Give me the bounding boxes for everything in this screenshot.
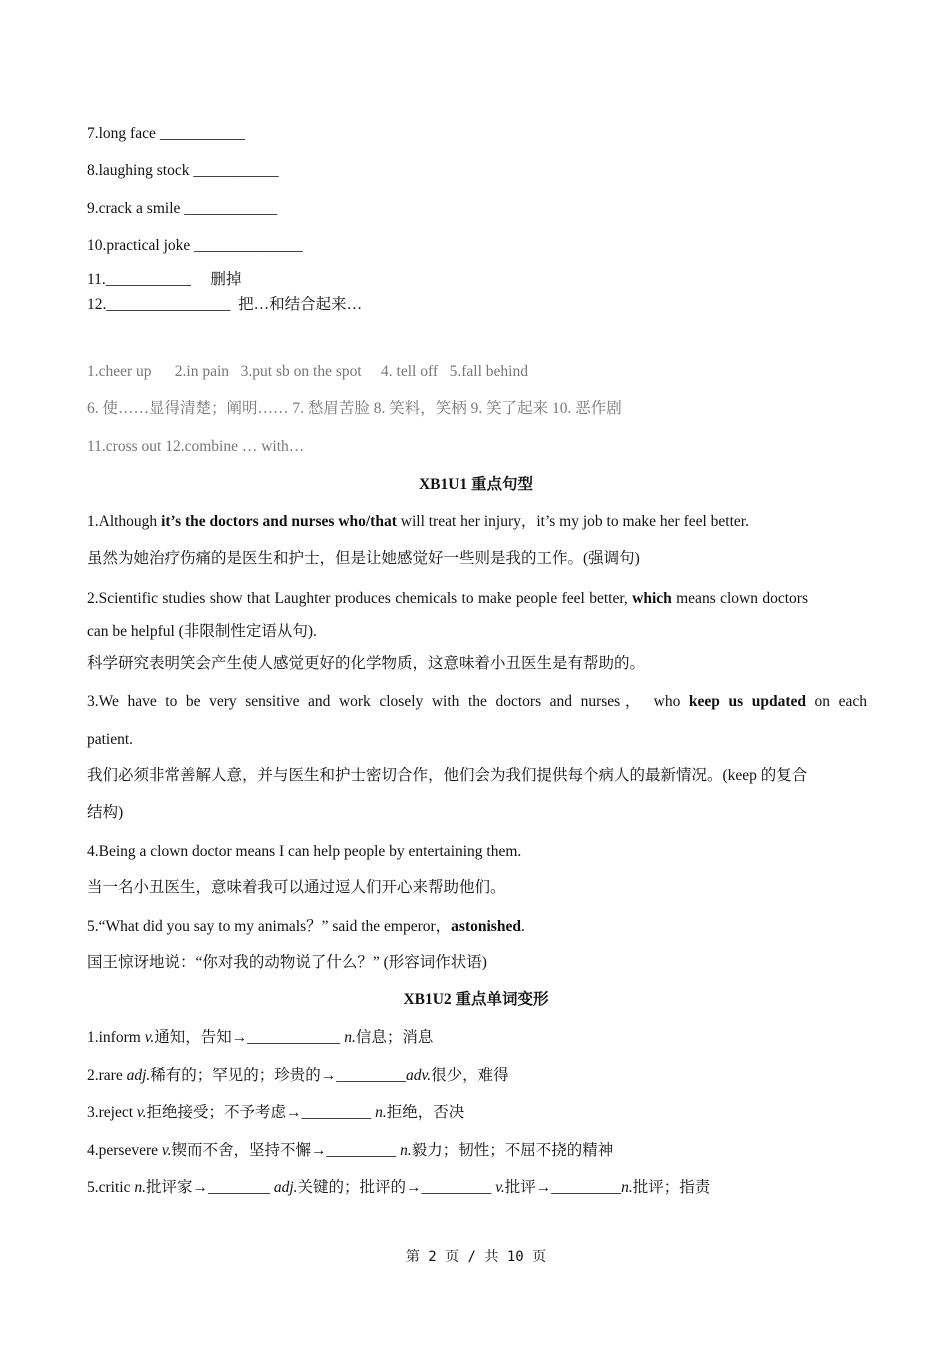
- translation-1: 虽然为她治疗伤痛的是医生和护士，但是让她感觉好一些则是我的工作。(强调句): [87, 550, 640, 567]
- exercise-item: 9.crack a smile ____________: [87, 200, 278, 217]
- exercise-item: 8.laughing stock ___________: [87, 162, 279, 179]
- translation-2: 科学研究表明笑会产生使人感觉更好的化学物质，这意味着小丑医生是有帮助的。: [87, 655, 646, 672]
- section-title: XB1U2 重点单词变形: [403, 991, 549, 1008]
- word-item: 2.rare adj.稀有的；罕见的；珍贵的→_________adv.很少，难得: [87, 1067, 509, 1084]
- translation-4: 当一名小丑医生，意味着我可以通过逗人们开心来帮助他们。: [87, 879, 506, 896]
- text: 1.Although: [87, 513, 162, 530]
- bold-text: it’s the doctors and nurses who/that: [161, 513, 397, 530]
- exercise-item: 10.practical joke ______________: [87, 237, 303, 254]
- text: means clown doctors: [671, 590, 808, 607]
- page-footer: 第 2 页 / 共 10 页: [405, 1249, 547, 1265]
- bold-text: which: [632, 590, 672, 607]
- word-item: 1.inform v.通知，告知→____________ n.信息；消息: [87, 1029, 434, 1046]
- sentence-3: [87, 692, 867, 712]
- word-item: 5.critic n.批评家→________ adj.关键的；批评的→_________ v.批评→_________n.批评；指责: [87, 1179, 711, 1196]
- sentence-2: [87, 589, 808, 609]
- translation-3-cont: 结构): [87, 804, 124, 821]
- sentence-1: [87, 512, 749, 532]
- word-item: 3.reject v.拒绝接受；不予考虑→_________ n.拒绝，否决: [87, 1104, 465, 1121]
- text: 5.“What did you say to my animals？” said the emperor，: [87, 918, 452, 935]
- bold-text: astonished: [451, 918, 521, 935]
- sentence-2-cont: can be helpful (非限制性定语从句).: [87, 623, 317, 640]
- bold-text: keep us updated: [688, 693, 806, 710]
- text: 2.Scientific studies show that Laughter produces chemicals to make people feel better,: [87, 590, 633, 607]
- text: .: [520, 918, 525, 935]
- sentence-3-cont: patient.: [87, 731, 134, 748]
- exercise-item: 11.___________ 删掉: [87, 271, 242, 288]
- text: 3.We have to be very sensitive and work closely with the doctors and nurses， who: [87, 693, 689, 710]
- translation-5: 国王惊讶地说：“你对我的动物说了什么？” (形容词作状语): [87, 954, 487, 971]
- sentence-5: [87, 917, 525, 937]
- exercise-item: 12.________________ 把…和结合起来…: [87, 296, 363, 313]
- exercise-item: 7.long face ___________: [87, 125, 245, 142]
- section-title: XB1U1 重点句型: [418, 476, 534, 493]
- sentence-4: 4.Being a clown doctor means I can help people by entertaining them.: [87, 843, 522, 860]
- answer-line: 6. 使……显得清楚；阐明…… 7. 愁眉苦脸 8. 笑料，笑柄 9. 笑了起来 10. 恶作剧: [87, 400, 622, 417]
- answer-line: 1.cheer up 2.in pain 3.put sb on the spot 4. tell off 5.fall behind: [87, 363, 528, 380]
- text: on each: [805, 693, 868, 710]
- translation-3: 我们必须非常善解人意，并与医生和护士密切合作，他们会为我们提供每个病人的最新情况。(keep 的复合: [87, 767, 808, 784]
- text: will treat her injury，it’s my job to make her feel better.: [396, 513, 749, 530]
- answer-line: 11.cross out 12.combine … with…: [87, 438, 305, 455]
- word-item: 4.persevere v.锲而不舍，坚持不懈→_________ n.毅力；韧性；不屈不挠的精神: [87, 1142, 614, 1159]
